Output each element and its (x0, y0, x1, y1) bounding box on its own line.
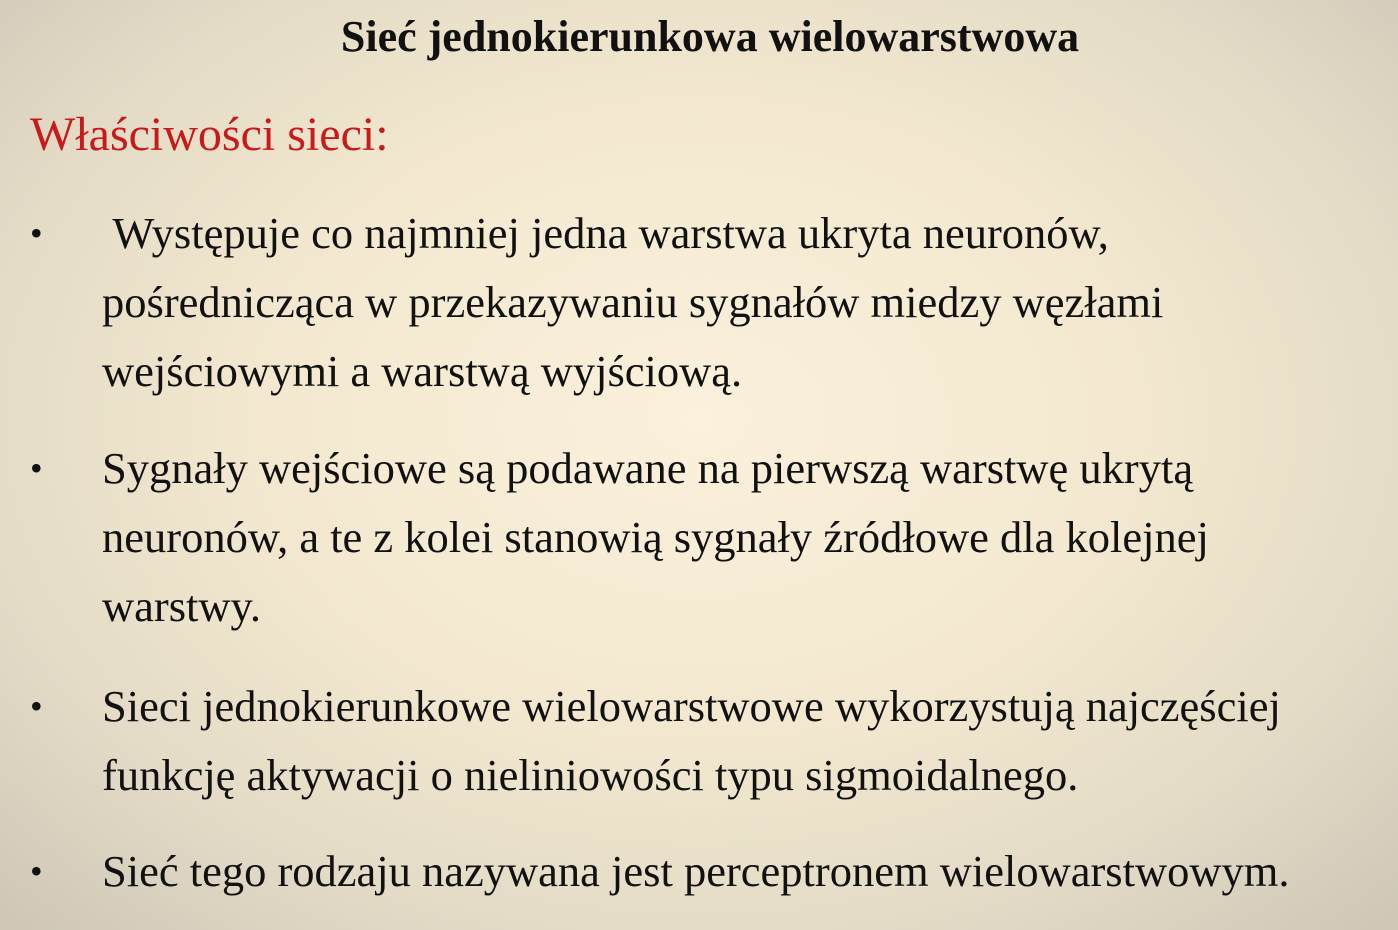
slide-subtitle: Właściwości sieci: (30, 108, 389, 161)
bullet-marker: • (30, 448, 43, 488)
bullet-text: Występuje co najmniej jedna warstwa ukryta neuronów, pośrednicząca w przekazywaniu sygnałów miedzy węzłami wejściowymi a warstwą wyjściową. (102, 208, 1164, 396)
slide-title: Sieć jednokierunkowa wielowarstwowa (340, 12, 1080, 61)
bullet-marker: • (30, 851, 43, 891)
bullet-marker: • (30, 213, 43, 253)
bullet-text: Sieć tego rodzaju nazywana jest perceptronem wielowarstwowym. (102, 846, 1290, 896)
bullet-text: Sygnały wejściowe są podawane na pierwszą warstwę ukrytą neuronów, a te z kolei stanowią sygnały źródłowe dla kolejnej warstwy. (102, 443, 1209, 631)
bullet-text: Sieci jednokierunkowe wielowarstwowe wykorzystują najczęściej funkcję aktywacji o nieliniowości typu sigmoidalnego. (102, 681, 1281, 800)
bullet-marker: • (30, 686, 43, 726)
